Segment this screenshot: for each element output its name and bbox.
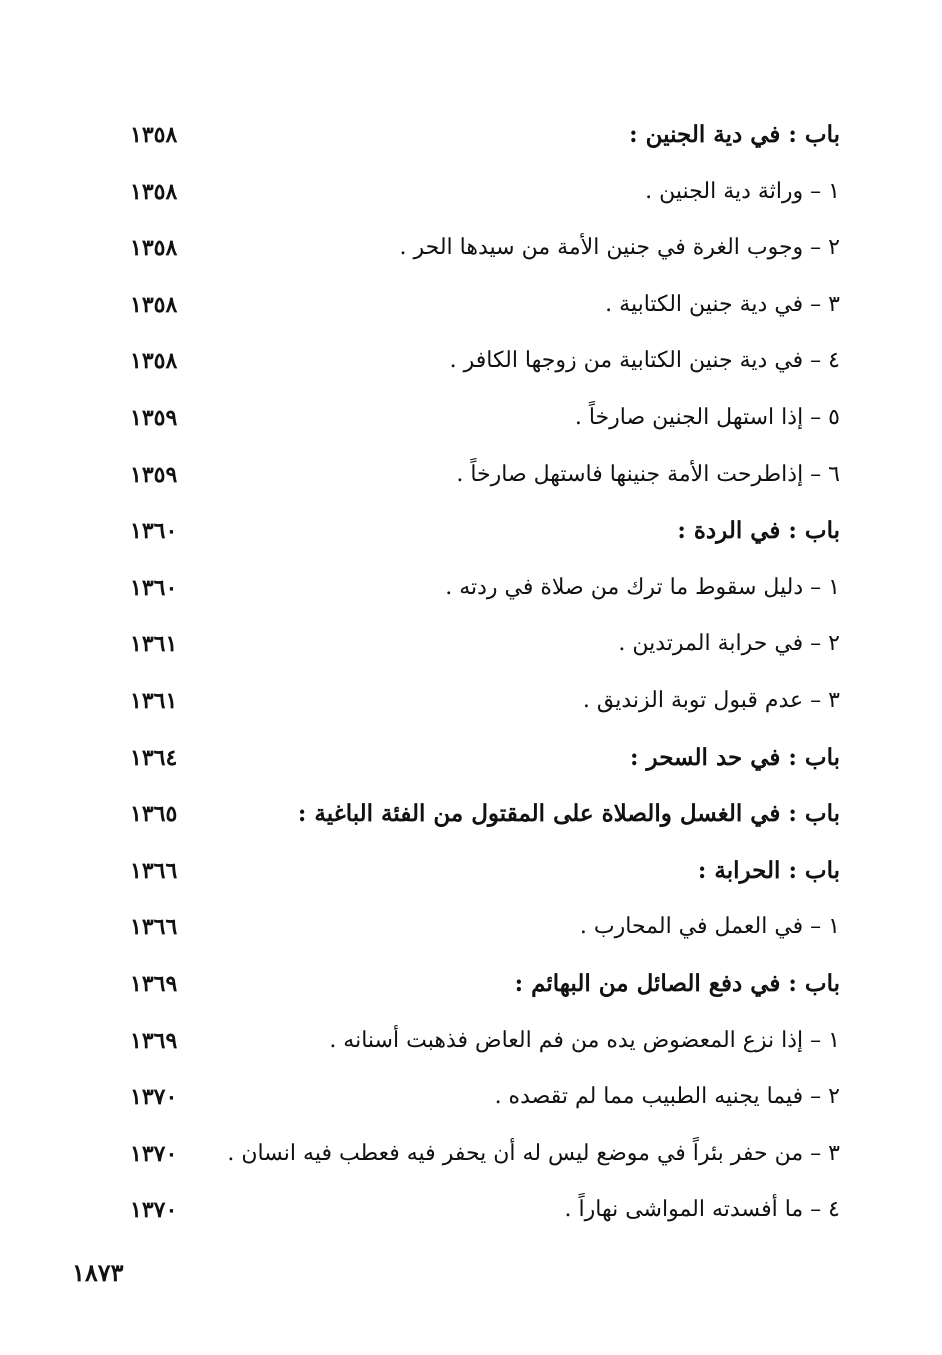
chapter-heading: باب : في الغسل والصلاة على المقتول من الفئة الباغية :	[297, 800, 840, 828]
toc-entry-row	[118, 1018, 840, 1075]
entry-title: ١ – وراثة دية الجنين .	[645, 178, 840, 204]
entry-page-number: ١٣٦٩	[130, 1027, 178, 1054]
entry-page-number: ١٣٦١	[130, 687, 178, 714]
entry-page-number: ١٣٦٦	[130, 914, 178, 941]
toc-entry-row	[118, 338, 840, 395]
entry-title: ٣ – في دية جنين الكتابية .	[605, 291, 840, 317]
chapter-heading: باب : في دية الجنين :	[629, 121, 840, 148]
page-number-footer: ١٨٧٣	[72, 1258, 124, 1287]
chapter-heading: باب : في الردة :	[677, 517, 840, 545]
chapter-heading: باب : الحرابة :	[697, 856, 840, 884]
entry-title: ٢ – في حرابة المرتدين .	[618, 631, 840, 657]
toc-heading-row	[118, 848, 840, 905]
toc-entry-row	[118, 282, 840, 339]
toc-entry-row	[118, 169, 840, 226]
entry-title: ٣ – عدم قبول توبة الزنديق .	[582, 687, 840, 713]
table-of-contents	[118, 112, 840, 1244]
entry-page-number: ١٣٧٠	[130, 1140, 178, 1167]
toc-heading-row	[118, 791, 840, 848]
toc-entry-row	[118, 621, 840, 678]
entry-page-number: ١٣٦٩	[130, 970, 178, 997]
entry-title: ٦ – إذاطرحت الأمة جنينها فاستهل صارخاً .	[456, 461, 840, 487]
entry-page-number: ١٣٧٠	[130, 1197, 178, 1224]
toc-entry-row	[118, 678, 840, 735]
toc-entry-row	[118, 565, 840, 622]
entry-page-number: ١٣٦١	[130, 631, 178, 658]
entry-page-number: ١٣٥٨	[130, 291, 178, 318]
entry-title: ٢ – فيما يجنيه الطبيب مما لم تقصده .	[494, 1084, 840, 1110]
toc-entry-row	[118, 904, 840, 961]
entry-title: ١ – إذا نزع المعضوض يده من فم العاض فذهبت أسنانه .	[329, 1027, 840, 1053]
toc-entry-row	[118, 395, 840, 452]
entry-page-number: ١٣٦٥	[130, 801, 178, 828]
entry-page-number: ١٣٦٤	[130, 744, 178, 771]
toc-entry-row	[118, 452, 840, 509]
toc-heading-row	[118, 508, 840, 565]
entry-page-number: ١٣٥٩	[130, 461, 178, 488]
toc-entry-row	[118, 1074, 840, 1131]
chapter-heading: باب : في حد السحر :	[630, 743, 840, 771]
entry-page-number: ١٣٦٠	[130, 518, 178, 545]
entry-title: ٤ – في دية جنين الكتابية من زوجها الكافر .	[449, 348, 840, 374]
toc-entry-row	[118, 225, 840, 282]
entry-title: ٣ – من حفر بئراً في موضع ليس له أن يحفر فيه فعطب فيه انسان .	[227, 1140, 840, 1166]
toc-entry-row	[118, 1131, 840, 1188]
toc-entry-row	[118, 1187, 840, 1244]
toc-heading-row	[118, 735, 840, 792]
entry-title: ٢ – وجوب الغرة في جنين الأمة من سيدها الحر .	[399, 235, 840, 261]
entry-page-number: ١٣٥٩	[130, 404, 178, 431]
entry-page-number: ١٣٦٦	[130, 857, 178, 884]
toc-heading-row	[118, 961, 840, 1018]
chapter-heading: باب : في دفع الصائل من البهائم :	[514, 969, 840, 997]
toc-heading-row	[118, 112, 840, 169]
entry-page-number: ١٣٥٨	[130, 178, 178, 205]
entry-page-number: ١٣٥٨	[130, 348, 178, 375]
entry-page-number: ١٣٧٠	[130, 1084, 178, 1111]
entry-page-number: ١٣٥٨	[130, 122, 178, 148]
entry-page-number: ١٣٦٠	[130, 574, 178, 601]
entry-title: ٥ – إذا استهل الجنين صارخاً .	[574, 404, 840, 430]
entry-page-number: ١٣٥٨	[130, 235, 178, 262]
entry-title: ٤ – ما أفسدته المواشى نهاراً .	[564, 1197, 840, 1223]
entry-title: ١ – دليل سقوط ما ترك من صلاة في ردته .	[445, 574, 840, 600]
entry-title: ١ – في العمل في المحارب .	[579, 914, 840, 940]
